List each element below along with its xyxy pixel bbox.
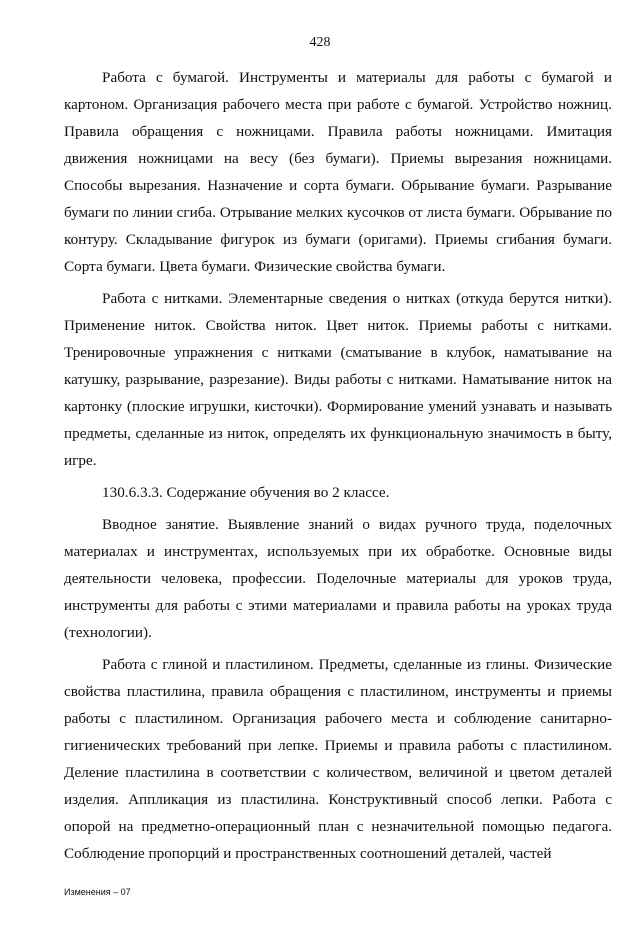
section-heading-grade-2: 130.6.3.3. Содержание обучения во 2 классе. (102, 484, 390, 501)
paragraph-thread-work: Работа с нитками. Элементарные сведения о нитках (откуда берутся нитки). Применение ниток. Свойства ниток. Цвет ниток. Приемы работы с нитками. Тренировочные упражнения с нитками (сматывание в клубок, наматывание на катушку, разрывание, разрезание). Виды работы с нитками. Наматывание ниток на картонку (плоские игрушки, кисточки). Формирование умений узнавать и называть предметы, сделанные из ниток, определять их функциональную значимость в быту, игре. (64, 290, 612, 469)
paragraph-paper-work: Работа с бумагой. Инструменты и материалы для работы с бумагой и картоном. Организация рабочего места при работе с бумагой. Устройство ножниц. Правила обращения с ножницами. Правила работы ножницами. Имитация движения ножницами на весу (без бумаги). Приемы вырезания ножницами. Способы вырезания. Назначение и сорта бумаги. Обрывание бумаги. Разрывание бумаги по линии сгиба. Отрывание мелких кусочков от листа бумаги. Обрывание по контуру. Складывание фигурок из бумаги (оригами). Приемы сгибания бумаги. Сорта бумаги. Цвета бумаги. Физические свойства бумаги. (64, 69, 612, 275)
footer-revision-note: Изменения – 07 (64, 887, 131, 897)
page-number: 428 (309, 35, 331, 50)
document-body (64, 64, 612, 867)
paragraph-clay-plasticine: Работа с глиной и пластилином. Предметы, сделанные из глины. Физические свойства пластилина, правила обращения с пластилином, инструменты и приемы работы с пластилином. Организация рабочего места и соблюдение санитарно-гигиенических требований при лепке. Приемы и правила работы с пластилином. Деление пластилина в соответствии с количеством, величиной и цветом деталей изделия. Аппликация из пластилина. Конструктивный способ лепки. Работа с опорой на предметно-операционный план с незначительной помощью педагога. Соблюдение пропорций и пространственных соотношений деталей, частей (64, 656, 612, 862)
paragraph-intro-lesson: Вводное занятие. Выявление знаний о видах ручного труда, поделочных материалах и инструментах, используемых при их обработке. Основные виды деятельности человека, профессии. Поделочные материалы для уроков труда, инструменты для работы с этими материалами и правила работы на уроках труда (технологии). (64, 516, 612, 641)
